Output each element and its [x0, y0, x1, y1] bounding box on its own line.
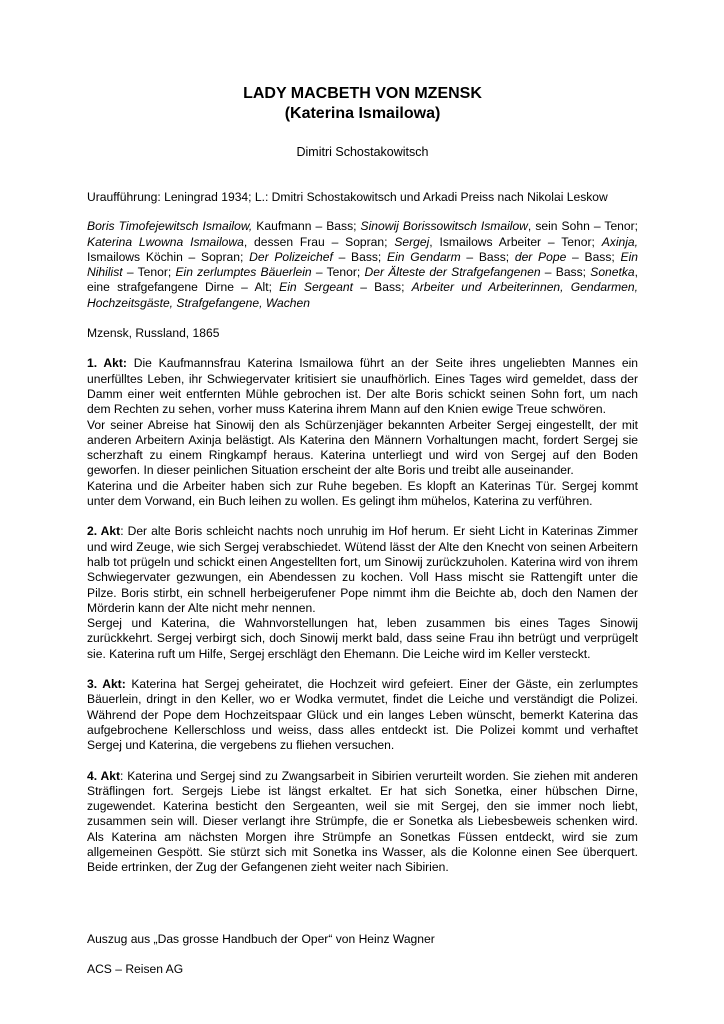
cast-role: Der Polizeichef — [249, 249, 333, 264]
cast-desc: Ismailows Köchin – Sopran; — [87, 249, 250, 264]
company-name: ACS – Reisen AG — [87, 961, 184, 976]
cast-role: Sergej — [394, 234, 430, 249]
cast-role: Sonetka — [590, 265, 635, 280]
premiere-info: Uraufführung: Leningrad 1934; L.: Dmitri Schostakowitsch und Arkadi Preiss nach Nikolai Leskow — [87, 190, 608, 204]
act-paragraph: Sergej und Katerina, die Wahnvorstellungen hat, leben zusammen bis eines Tages Sinowij zurückkehrt. Sergej verbirgt sich, doch Sinowij merkt bald, dass seine Frau ihn betrügt und verprügelt sie. Katerina ruft um Hilfe, Sergej erschlägt den Ehemann. Die Leiche wird im Keller versteckt. — [87, 616, 638, 661]
cast-desc: Kaufmann – Bass; — [252, 219, 361, 234]
composer-name: Dimitri Schostakowitsch — [296, 145, 429, 159]
cast-role: der Pope — [514, 249, 567, 264]
cast-desc: – Bass; — [460, 249, 515, 264]
cast-desc: – Tenor; — [122, 265, 176, 280]
source-citation: Auszug aus „Das grosse Handbuch der Oper“ von Heinz Wagner — [87, 931, 435, 946]
act-1 — [87, 356, 638, 509]
act-3 — [87, 677, 638, 753]
act-text: : Katerina und Sergej sind zu Zwangsarbeit in Sibirien verurteilt worden. Sie ziehen mit anderen Sträflingen fort. Sergejs Liebe ist längst erkaltet. Er hat sich Sonetka, einer hübschen Dirne, zugewendet. Katerina besticht den Sergeanten, weil sie mit Sergej, den sie immer noch liebt, zusammen sein will. Dieser verlangt ihre Strümpfe, die er Sonetka als Liebesbeweis schenken wird. Als Katerina am nächsten Morgen ihre Strümpfe an Sonetkas Füssen entdeckt, wird sie zum allgemeinen Gespött. Sie stürzt sich mit Sonetka ins Wasser, als die Kolonne einen See überquert. Beide ertrinken, der Zug der Gefangenen zieht weiter nach Sibirien. — [87, 768, 639, 875]
cast-desc: , dessen Frau – Sopran; — [243, 234, 395, 249]
cast-role: Der Älteste der Strafgefangenen — [364, 265, 541, 280]
cast-role: Boris Timofejewitsch Ismailow, — [87, 219, 253, 234]
opera-title: LADY MACBETH VON MZENSK — [243, 85, 482, 102]
document-page — [87, 84, 638, 977]
cast-desc: – Bass; — [566, 249, 621, 264]
act-paragraph: Katerina und die Arbeiter haben sich zur Ruhe begeben. Es klopft an Katerinas Tür. Sergej kommt unter dem Vorwand, ein Buch leihen zu wollen. Es gelingt ihm mühelos, Katerina zu verführen. — [87, 478, 638, 509]
cast-role: Arbeiter und Arbeiterinnen, Gendarmen, Hochzeitsgäste, Strafgefangene, Wachen — [87, 280, 638, 310]
act-paragraph — [87, 769, 638, 876]
act-text: : Der alte Boris schleicht nachts noch unruhig im Hof herum. Er sieht Licht in Katerinas Zimmer und wird Zeuge, wie sich Sergej verabschiedet. Wütend lässt der Alte den Knecht von seinen Arbeitern halb tot prügeln und schickt einen Angestellten fort, um Sinowij zurückzuholen. Katerina wird von ihrem Schwiegervater gezwungen, ein Abendessen zu kochen. Voll Hass mischt sie Rattengift unter die Pilze. Boris stirbt, ein schnell herbeigerufener Pope nimmt ihm die Beichte ab, doch den Namen der Mörderin kann der Alte nicht mehr nennen. — [87, 524, 638, 615]
act-label: 3. Akt: — [87, 677, 126, 692]
cast-role: Ein Sergeant — [279, 280, 353, 295]
act-2 — [87, 524, 638, 662]
cast-desc: , Ismailows Arbeiter – Tenor; — [429, 234, 602, 249]
cast-role: Katerina Lwowna Ismailowa — [87, 234, 244, 249]
act-paragraph — [87, 524, 638, 616]
act-text: Die Kaufmannsfrau Katerina Ismailowa führt an der Seite ihres ungeliebten Mannes ein unerfülltes Leben, ihr Schwiegervater kritisiert sie unaufhörlich. Eines Tages wird gemeldet, dass der Damm einer weit entfernten Mühle gebrochen ist. Der alte Boris schickt seinen Sohn fort, um nach dem Rechten zu sehen, vorher muss Katerina ihrem Mann auf den Knien ewige Treue schwören. — [87, 356, 638, 417]
cast-role: Ein Nihilist — [87, 249, 638, 280]
cast-desc: – Bass; — [540, 265, 591, 280]
cast-list — [87, 219, 638, 311]
cast-desc: – Tenor; — [311, 265, 365, 280]
cast-desc: – Bass; — [332, 249, 388, 264]
cast-role: Ein zerlumptes Bäuerlein — [175, 265, 312, 280]
cast-desc: , eine strafgefangene Dirne – Alt; — [87, 265, 639, 295]
act-label: 2. Akt — [87, 524, 121, 539]
act-paragraph — [87, 677, 638, 753]
act-label: 1. Akt: — [87, 356, 127, 371]
act-4 — [87, 769, 638, 876]
cast-role: Ein Gendarm — [387, 249, 461, 264]
opera-subtitle: (Katerina Ismailowa) — [284, 105, 441, 122]
act-paragraph — [87, 356, 638, 417]
act-paragraph: Vor seiner Abreise hat Sinowij den als Schürzenjäger bekannten Arbeiter Sergej eingestellt, der mit anderen Arbeitern Axinja belästigt. Als Katerina den Männern Vorhaltungen macht, fordert Sergej sie scherzhaft zu einem Ringkampf heraus. Katerina unterliegt und wird von Sergej auf den Boden geworfen. In dieser peinlichen Situation erscheint der alte Boris und treibt alle auseinander. — [87, 417, 638, 478]
cast-role: Sinowij Borissowitsch Ismailow — [360, 219, 528, 234]
cast-desc: – Bass; — [352, 280, 412, 295]
act-text: Katerina hat Sergej geheiratet, die Hochzeit wird gefeiert. Einer der Gäste, ein zerlumptes Bäuerlein, dringt in den Keller, wo er Wodka vermutet, findet die Leiche und verständigt die Polizei. Während der Pope dem Hochzeitspaar Glück und ein langes Leben wünscht, bemerkt Katerina das aufgebrochene Kellerschloss und weiss, dass alles entdeckt ist. Die Polizei kommt und verhaftet Sergej und Katerina, die vergebens zu fliehen versuchen. — [87, 677, 638, 753]
act-label: 4. Akt — [87, 768, 120, 783]
cast-desc: , sein Sohn – Tenor; — [527, 219, 639, 234]
setting-place: Mzensk, Russland, 1865 — [87, 326, 220, 341]
cast-role: Axinja, — [601, 234, 639, 249]
